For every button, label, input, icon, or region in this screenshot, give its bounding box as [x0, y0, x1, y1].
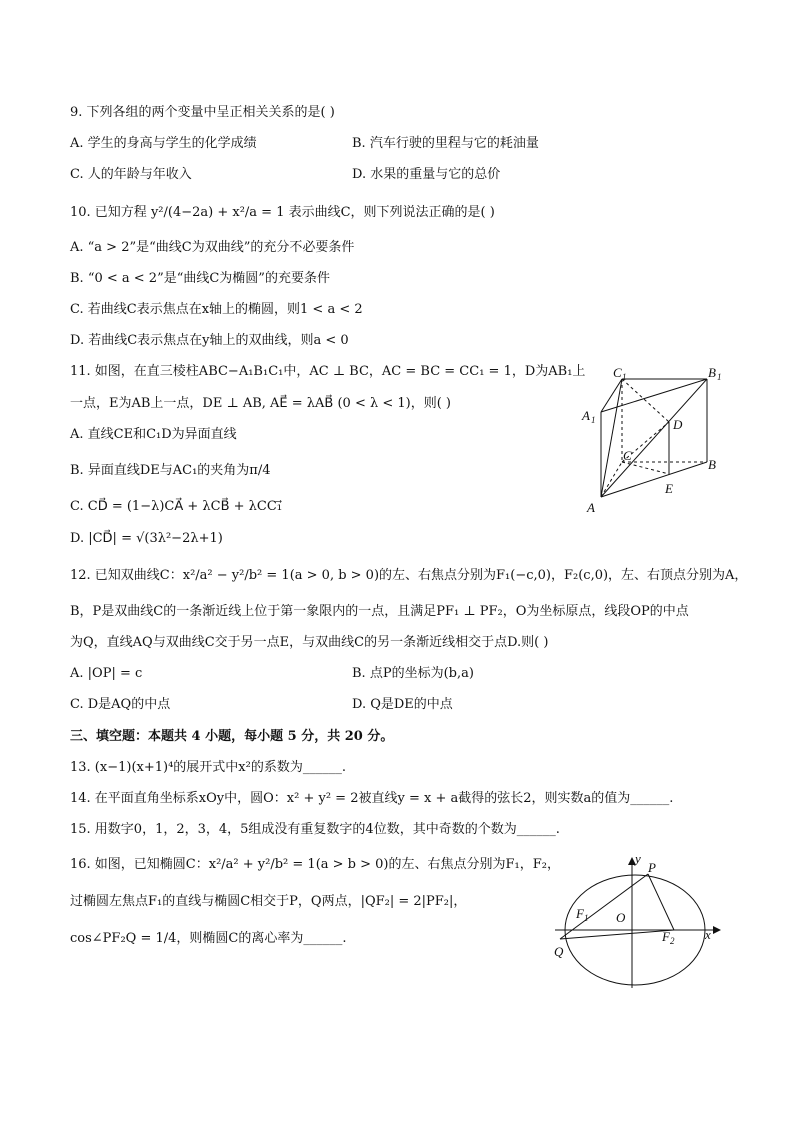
label-f1-sub: 1	[584, 913, 589, 923]
q11-stem-line1: 11. 如图，在直三棱柱ABC−A₁B₁C₁中，AC ⊥ BC，AC = BC = CC₁ = 1，D为AB₁上	[70, 364, 586, 379]
label-b1-sub: 1	[717, 372, 722, 382]
q9-option-b: B. 汽车行驶的里程与它的耗油量	[352, 136, 539, 151]
label-d: D	[673, 417, 683, 432]
label-e: E	[665, 481, 673, 496]
label-x: x	[705, 927, 711, 942]
q12-option-c: C. D是AQ的中点	[70, 697, 171, 712]
label-f2: F	[662, 929, 670, 944]
q11-option-d: D. |CD⃗| = √(3λ²−2λ+1)	[70, 531, 223, 546]
segment-c-e	[622, 462, 669, 474]
label-f1: F	[576, 906, 584, 921]
q9-stem: 9. 下列各组的两个变量中呈正相关关系的是( )	[70, 105, 335, 120]
q12-stem-line2: B，P是双曲线C的一条渐近线上位于第一象限内的一点，且满足PF₁ ⊥ PF₂，O为坐标原点，线段OP的中点	[70, 604, 689, 619]
q11-option-b: B. 异面直线DE与AC₁的夹角为π/4	[70, 463, 271, 478]
q10-option-d: D. 若曲线C表示焦点在y轴上的双曲线，则a < 0	[70, 333, 349, 348]
q16-stem-line1: 16. 如图，已知椭圆C：x²/a² + y²/b² = 1(a > b > 0)的左、右焦点分别为F₁，F₂，	[70, 857, 560, 872]
q12-option-d: D. Q是DE的中点	[352, 697, 453, 712]
q15: 15. 用数字0，1，2，3，4，5组成没有重复数字的4位数，其中奇数的个数为______.	[70, 822, 560, 837]
q12-stem-line3: 为Q，直线AQ与双曲线C交于另一点E，与双曲线C的另一条渐近线相交于点D.则( )	[70, 635, 549, 650]
q10-stem: 10. 已知方程 y²/(4−2a) + x²/a = 1 表示曲线C，则下列说法正确的是( )	[70, 205, 495, 220]
label-a: A	[587, 500, 595, 515]
q16-stem-line2: 过椭圆左焦点F₁的直线与椭圆C相交于P，Q两点，|QF₂| = 2|PF₂|，	[70, 894, 467, 909]
label-b: B	[708, 457, 716, 472]
chord-p-q	[560, 874, 648, 939]
segment-c1-d	[622, 379, 669, 422]
q9-option-c: C. 人的年龄与年收入	[70, 167, 192, 182]
label-b1: B	[708, 365, 716, 380]
q10-option-a: A. “a > 2”是“曲线C为双曲线”的充分不必要条件	[70, 240, 355, 255]
q12-option-b: B. 点P的坐标为(b,a)	[352, 666, 474, 681]
label-a1-sub: 1	[591, 415, 596, 425]
label-q: Q	[554, 944, 564, 959]
label-c: C	[623, 448, 632, 463]
ellipse-figure	[550, 848, 730, 993]
q9-option-a: A. 学生的身高与学生的化学成绩	[70, 136, 257, 151]
prism-figure	[575, 360, 735, 520]
q10-option-c: C. 若曲线C表示焦点在x轴上的椭圆，则1 < a < 2	[70, 302, 363, 317]
label-y: y	[635, 851, 641, 866]
q14: 14. 在平面直角坐标系xOy中，圆O：x² + y² = 2被直线y = x + a截得的弦长2，则实数a的值为______.	[70, 791, 674, 806]
label-c1: C	[613, 365, 622, 380]
label-c1-sub: 1	[622, 372, 627, 382]
q12-stem-line1: 12. 已知双曲线C：x²/a² − y²/b² = 1(a > 0, b > 0)的左、右焦点分别为F₁(−c,0)，F₂(c,0)，左、右顶点分别为A，	[70, 568, 748, 583]
label-f2-sub: 2	[670, 936, 675, 946]
q11-stem-line2: 一点，E为AB上一点，DE ⊥ AB, AE⃗ = λAB⃗ (0 < λ < 1)，则( )	[70, 396, 451, 411]
q12-option-a: A. |OP| = c	[70, 666, 143, 681]
label-o: O	[616, 910, 626, 925]
q11-option-a: A. 直线CE和C₁D为异面直线	[70, 427, 237, 442]
q13: 13. (x−1)(x+1)⁴的展开式中x²的系数为______.	[70, 760, 346, 775]
q10-option-b: B. “0 < a < 2”是“曲线C为椭圆”的充要条件	[70, 271, 330, 286]
section-heading: 三、填空题：本题共 4 小题，每小题 5 分，共 20 分。	[70, 729, 394, 744]
q11-option-c: C. CD⃗ = (1−λ)CA⃗ + λCB⃗ + λCC₁⃗	[70, 499, 283, 514]
label-p: P	[648, 860, 656, 875]
segment-q-f2	[560, 930, 674, 939]
q9-option-d: D. 水果的重量与它的总价	[352, 167, 501, 182]
label-a1: A	[582, 408, 590, 423]
q16-stem-line3: cos∠PF₂Q = 1/4，则椭圆C的离心率为______.	[70, 931, 347, 946]
